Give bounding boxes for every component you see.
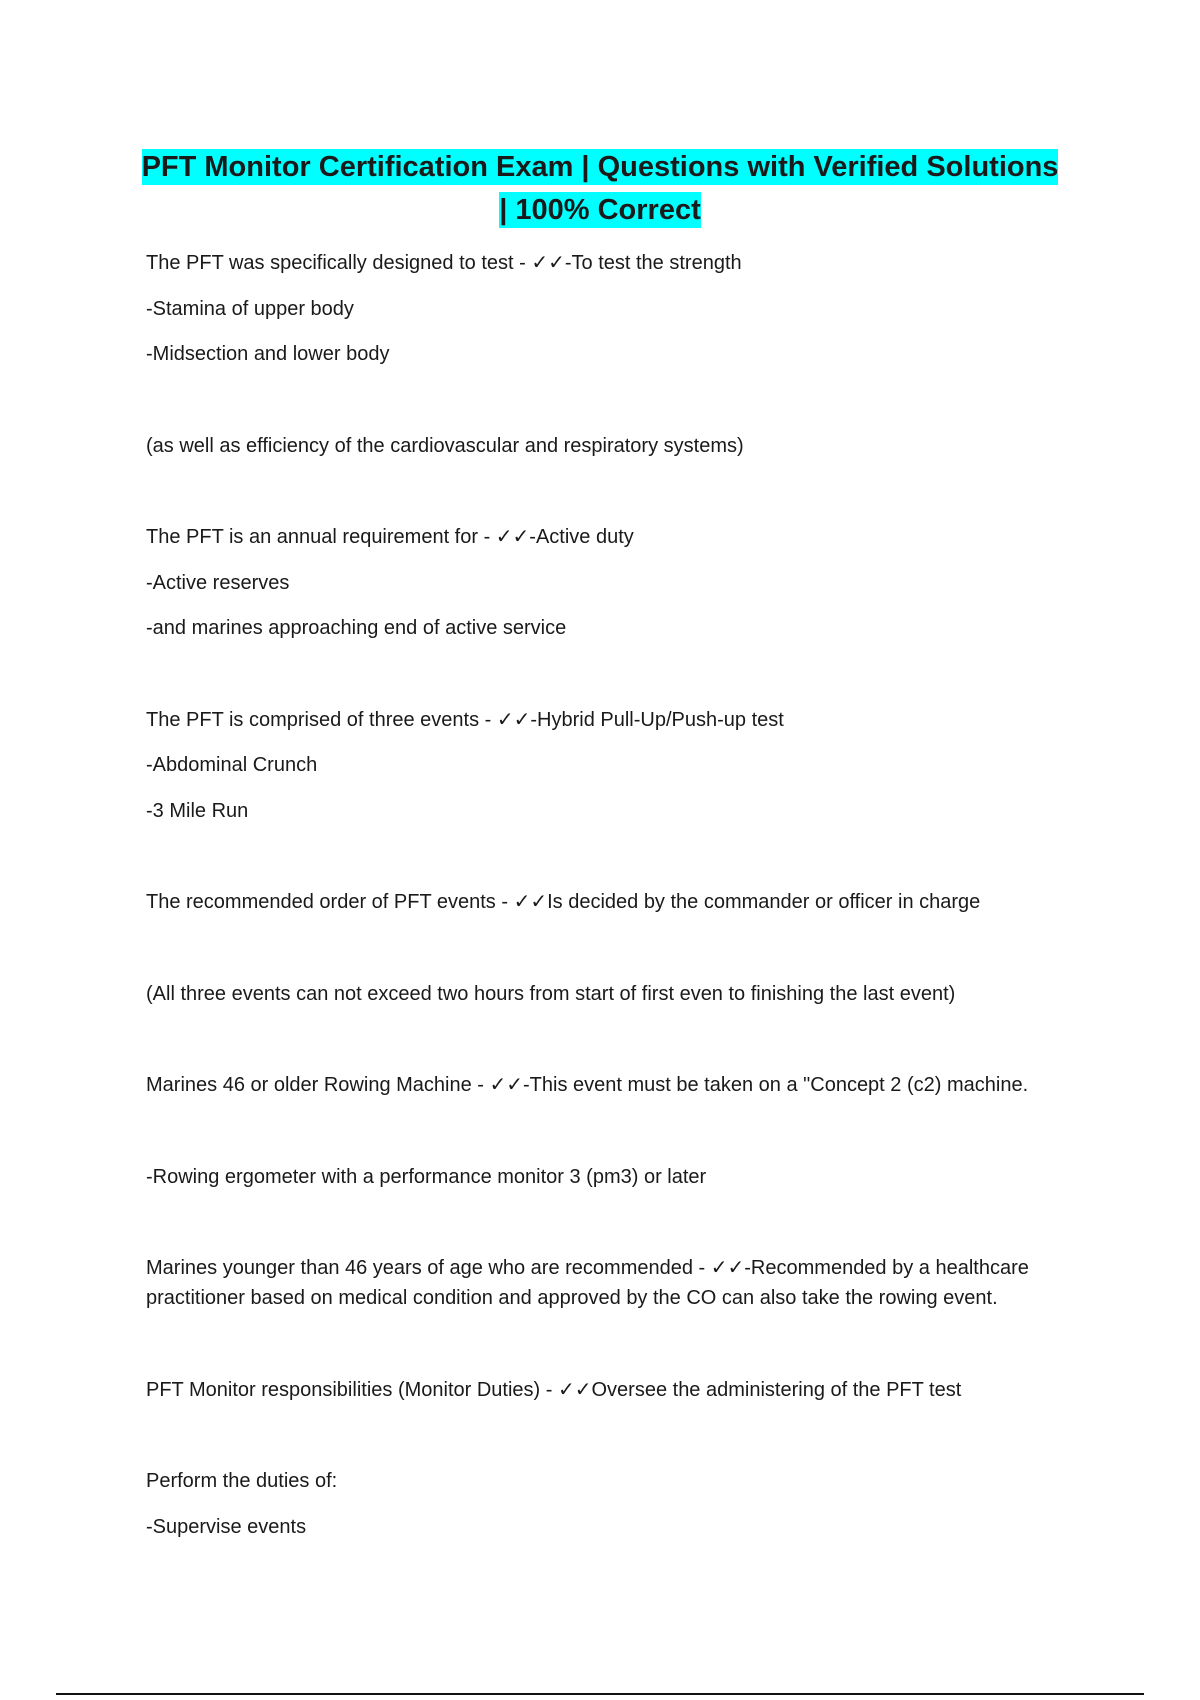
- blank-line: [146, 476, 1066, 522]
- question-line: The PFT is an annual requirement for - ✓✓-Active duty: [146, 526, 634, 548]
- document-body: [146, 248, 1066, 1557]
- question-line: Marines younger than 46 years of age who are recommended - ✓✓-Recommended by a healthcare practitioner based on medical condition and approved by the CO can also take the rowing event.: [146, 1257, 1029, 1309]
- answer-line: (as well as efficiency of the cardiovascular and respiratory systems): [146, 434, 744, 457]
- title-line-2: | 100% Correct: [499, 194, 701, 226]
- blank-line: [146, 933, 1066, 979]
- answer-line: -Abdominal Crunch: [146, 754, 318, 776]
- page-bottom-rule: [56, 1693, 1144, 1695]
- answer-line: -Supervise events: [146, 1515, 307, 1538]
- answer-line: -Stamina of upper body: [146, 297, 354, 320]
- answer-line: (All three events can not exceed two hours from start of first even to finishing the last event): [146, 982, 956, 1005]
- blank-line: [146, 385, 1066, 431]
- answer-line: -and marines approaching end of active service: [146, 617, 567, 639]
- blank-line: [146, 1207, 1066, 1253]
- blank-line: [146, 1420, 1066, 1466]
- answer-line: Perform the duties of:: [146, 1470, 338, 1492]
- blank-line: [146, 1116, 1066, 1162]
- blank-line: [146, 659, 1066, 705]
- question-line: PFT Monitor responsibilities (Monitor Duties) - ✓✓Oversee the administering of the PFT test: [146, 1378, 962, 1401]
- answer-line: -Active reserves: [146, 571, 290, 594]
- question-line: The PFT was specifically designed to test - ✓✓-To test the strength: [146, 252, 742, 274]
- title-line-1: PFT Monitor Certification Exam | Questions with Verified Solutions: [141, 151, 1059, 183]
- question-line: The PFT is comprised of three events - ✓✓-Hybrid Pull-Up/Push-up test: [146, 708, 784, 731]
- blank-line: [146, 841, 1066, 887]
- answer-line: -3 Mile Run: [146, 799, 249, 822]
- answer-line: -Rowing ergometer with a performance monitor 3 (pm3) or later: [146, 1165, 707, 1188]
- document-title: [100, 146, 1100, 232]
- question-line: The recommended order of PFT events - ✓✓Is decided by the commander or officer in charge: [146, 891, 981, 913]
- answer-line: -Midsection and lower body: [146, 343, 390, 365]
- blank-line: [146, 1329, 1066, 1375]
- blank-line: [146, 1024, 1066, 1070]
- question-line: Marines 46 or older Rowing Machine - ✓✓-This event must be taken on a "Concept 2 (c2) machine.: [146, 1074, 1029, 1096]
